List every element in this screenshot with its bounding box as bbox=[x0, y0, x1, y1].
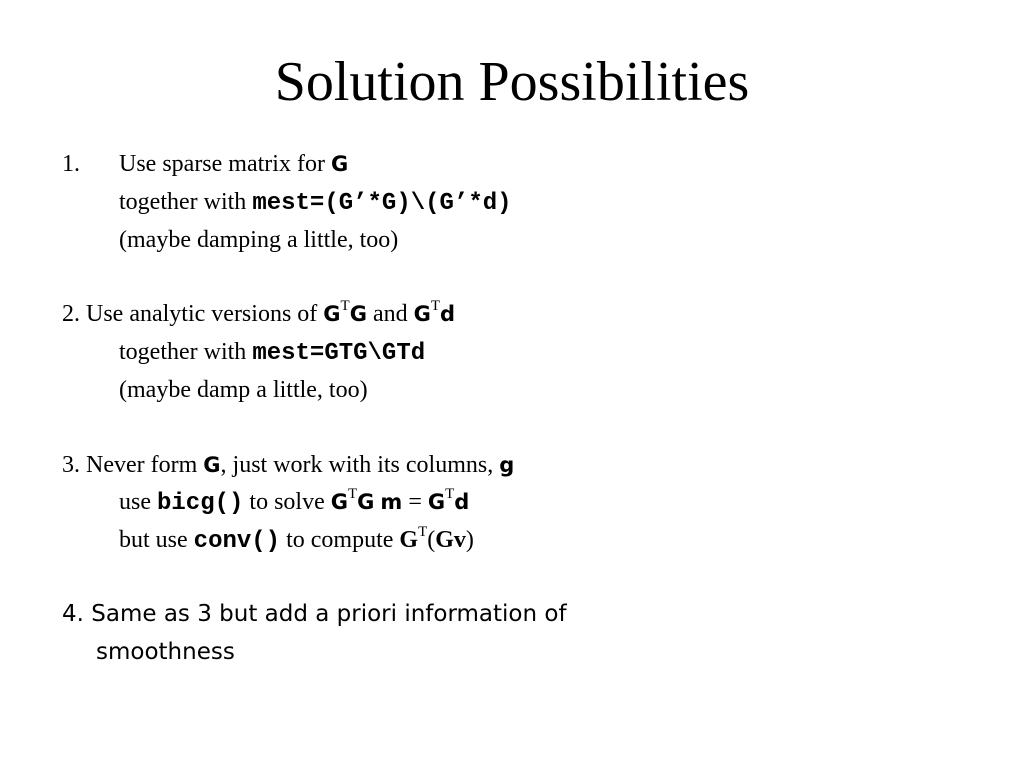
item3-eq: = bbox=[402, 489, 428, 515]
item2-T2: T bbox=[430, 298, 441, 314]
item3-code-conv: conv() bbox=[193, 528, 281, 555]
item1-line2-text: together with bbox=[119, 189, 253, 215]
item3-line1 bbox=[62, 453, 514, 477]
item3-open-paren: ( bbox=[427, 527, 436, 553]
slide-title: Solution Possibilities bbox=[274, 51, 750, 113]
item2-line2 bbox=[119, 340, 425, 366]
item3-use: use bbox=[119, 489, 157, 515]
item1-number: 1. bbox=[62, 151, 80, 177]
item1-line1 bbox=[119, 152, 348, 176]
item1-code: mest=(G’*G)\(G’*d) bbox=[252, 190, 512, 217]
item1-line1-text: Use sparse matrix for bbox=[119, 151, 331, 177]
item3-to-compute: to compute bbox=[280, 527, 400, 553]
item3-m: m bbox=[380, 490, 403, 514]
item2-code: mest=GTG\GTd bbox=[252, 340, 426, 367]
item3-T2: T bbox=[445, 486, 455, 502]
item3-but-use: but use bbox=[119, 527, 194, 553]
item3-to-solve: to solve bbox=[243, 489, 331, 515]
item2-line1-text: 2. Use analytic versions of bbox=[62, 301, 324, 327]
item3-T1: T bbox=[348, 486, 358, 502]
item2-G1: G bbox=[323, 302, 341, 326]
item2-line3: (maybe damp a little, too) bbox=[119, 377, 368, 403]
item3-G4: G bbox=[399, 527, 419, 553]
item3-d: d bbox=[454, 490, 470, 514]
item3-T3: T bbox=[418, 524, 428, 540]
item1-line2 bbox=[119, 190, 512, 216]
item2-line1 bbox=[62, 298, 456, 327]
item2-G3: G bbox=[413, 302, 431, 326]
item2-line2-text: together with bbox=[119, 339, 253, 365]
item2-and: and bbox=[366, 301, 414, 327]
item3-line1-a: 3. Never form bbox=[62, 452, 204, 478]
item3-G2: G bbox=[357, 490, 375, 514]
item3-line1-b: , just work with its columns, bbox=[220, 452, 500, 478]
item3-code-bicg: bicg() bbox=[157, 490, 244, 517]
item3-Gv: Gv bbox=[435, 527, 466, 553]
item3-g: g bbox=[499, 453, 515, 477]
item4-line2: smoothness bbox=[96, 639, 235, 665]
item2-d: d bbox=[440, 302, 456, 326]
item2-G2: G bbox=[349, 302, 367, 326]
item3-line2 bbox=[119, 486, 470, 517]
item4-line1: 4. Same as 3 but add a priori information of bbox=[62, 601, 567, 627]
item1-line3: (maybe damping a little, too) bbox=[119, 227, 399, 253]
item3-G3: G bbox=[427, 490, 446, 514]
item3-G: G bbox=[203, 453, 221, 477]
item1-matrix-G: G bbox=[330, 152, 349, 176]
item3-G1: G bbox=[330, 490, 348, 514]
item3-close-paren: ) bbox=[465, 527, 474, 553]
item2-T1: T bbox=[340, 298, 350, 314]
item3-line3 bbox=[119, 524, 474, 555]
